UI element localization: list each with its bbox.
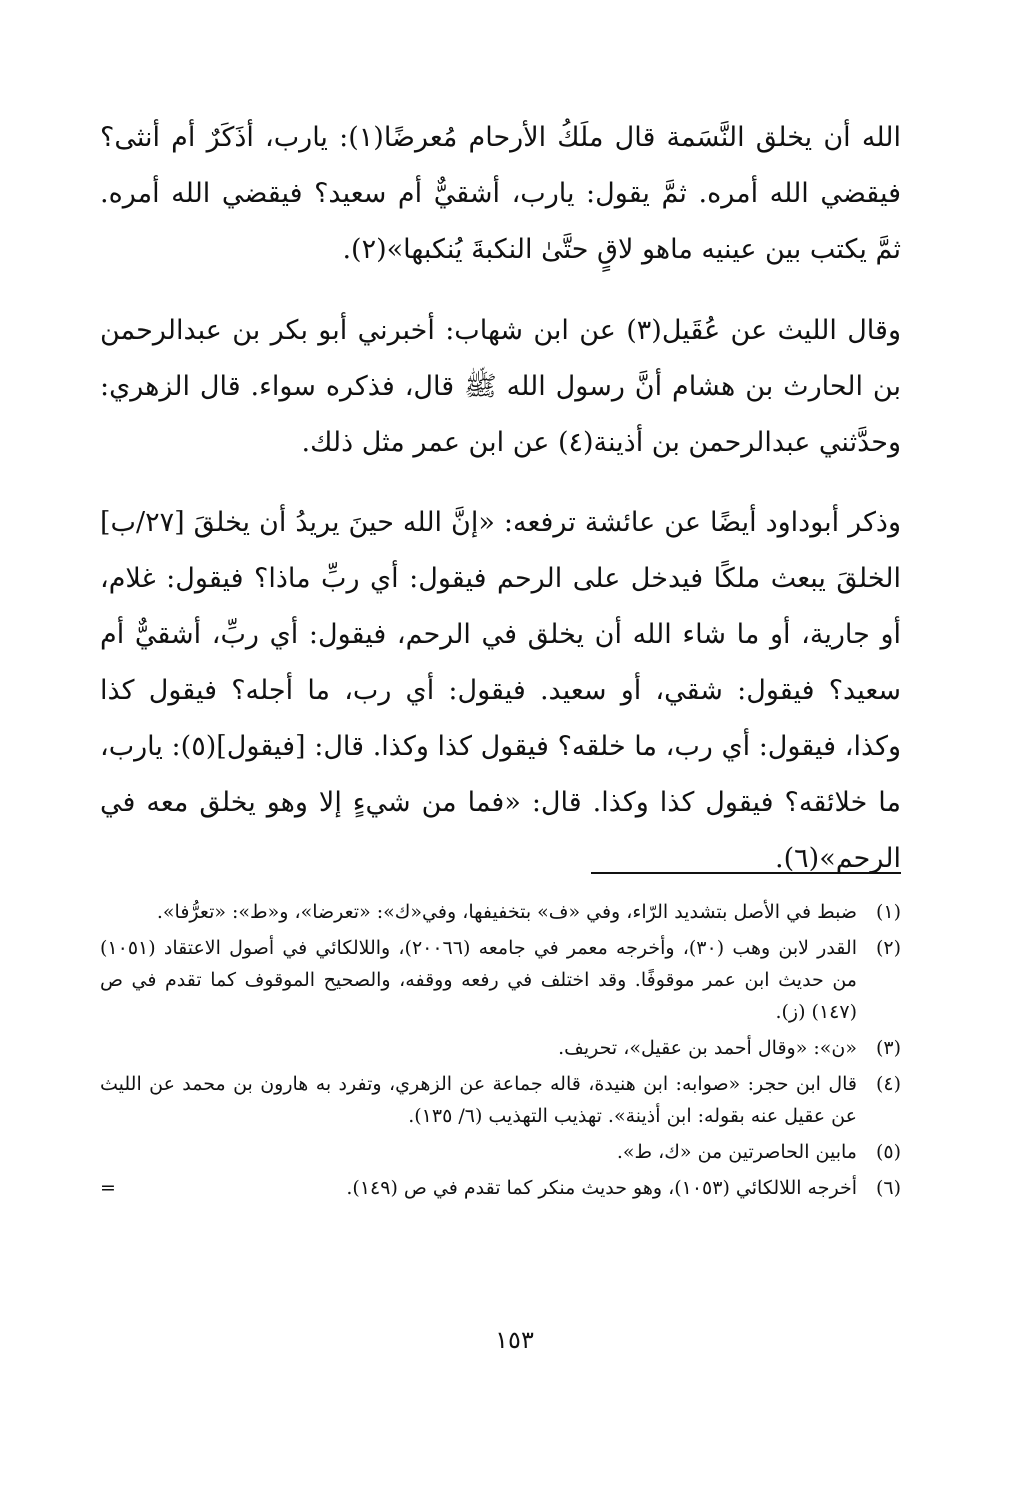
footnote-number: (١) — [875, 901, 901, 923]
footnote-6 — [100, 1172, 901, 1204]
footnote-5 — [100, 1136, 901, 1168]
footnote-number: (٤) — [875, 1073, 901, 1095]
paragraph-1 — [100, 110, 901, 278]
paragraph-3-text: وذكر أبوداود أيضًا عن عائشة ترفعه: «إنَّ الله حينَ يريدُ أن يخلقَ [٢٧/ب] الخلقَ يبعث ملكًا فيدخل على الرحم فيقول: أي ربِّ ماذا؟ فيقول: غلام، أو جارية، أو ما شاء الله أن يخلق في الرحم، فيقول: أي ربِّ، أشقيٌّ أم سعيد؟ فيقول: شقي، أو سعيد. فيقول: أي رب، ما أجله؟ فيقول كذا وكذا، فيقول: أي رب، ما خلقه؟ فيقول كذا وكذا. قال: [فيقول](٥): يارب، ما خلائقه؟ فيقول كذا وكذا. قال: «فما من شيءٍ إلا وهو يخلق معه في الرحم»(٦). — [100, 507, 902, 874]
footnote-number: (٣) — [875, 1037, 901, 1059]
continuation-mark: = — [100, 1177, 116, 1199]
paragraph-2 — [100, 303, 901, 471]
footnote-number: (٦) — [875, 1177, 901, 1199]
footnote-text: ضبط في الأصل بتشديد الرّاء، وفي «ف» بتخفيفها، وفي«ك»: «تعرضا»، و«ط»: «تعرُّفا». — [156, 901, 857, 923]
footnote-text: «ن»: «وقال أحمد بن عقيل»، تحريف. — [558, 1037, 857, 1059]
footnote-number: (٥) — [875, 1141, 901, 1163]
paragraph-1-text: الله أن يخلق النَّسَمة قال ملَكُ الأرحام مُعرضًا(١): يارب، أذَكَرٌ أم أنثى؟ فيقضي الله أمره. ثمَّ يقول: يارب، أشقيٌّ أم سعيد؟ فيقضي الله أمره. ثمَّ يكتب بين عينيه ماهو لاقٍ حتَّىٰ النكبةَ يُنكبها»(٢). — [100, 122, 902, 265]
footnote-text: القدر لابن وهب (٣٠)، وأخرجه معمر في جامعه (٢٠٠٦٦)، واللالكائي في أصول الاعتقاد (١٠٥١) من حديث ابن عمر موقوفًا. وقد اختلف في رفعه ووقفه، والصحيح الموقوف كما تقدم في ص (١٤٧) (ز). — [100, 937, 857, 1023]
footnote-text: مابين الحاصرتين من «ك، ط». — [616, 1141, 857, 1163]
page-number: ١٥٣ — [495, 1326, 534, 1354]
footnote-2 — [100, 932, 901, 1028]
footnote-4 — [100, 1068, 901, 1132]
footnote-text: قال ابن حجر: «صوابه: ابن هنيدة، قاله جماعة عن الزهري، وتفرد به هارون بن محمد عن الليث عن عقيل عنه بقوله: ابن أذينة». تهذيب التهذيب (٦/ ١٣٥). — [100, 1073, 857, 1127]
paragraph-2-text: وقال الليث عن عُقَيل(٣) عن ابن شهاب: أخبرني أبو بكر بن عبدالرحمن بن الحارث بن هشام أنَّ رسول الله ﷺ قال، فذكره سواء. قال الزهري: وحدَّثني عبدالرحمن بن أذينة(٤) عن ابن عمر مثل ذلك. — [100, 315, 901, 458]
footnotes — [100, 896, 901, 1208]
footnote-text: أخرجه اللالكائي (١٠٥٣)، وهو حديث منكر كما تقدم في ص (١٤٩). — [346, 1177, 857, 1199]
footnote-number: (٢) — [875, 937, 901, 959]
footnote-3 — [100, 1032, 901, 1064]
footnote-1 — [100, 896, 901, 928]
footnote-separator — [591, 872, 901, 874]
paragraph-3 — [100, 495, 901, 887]
